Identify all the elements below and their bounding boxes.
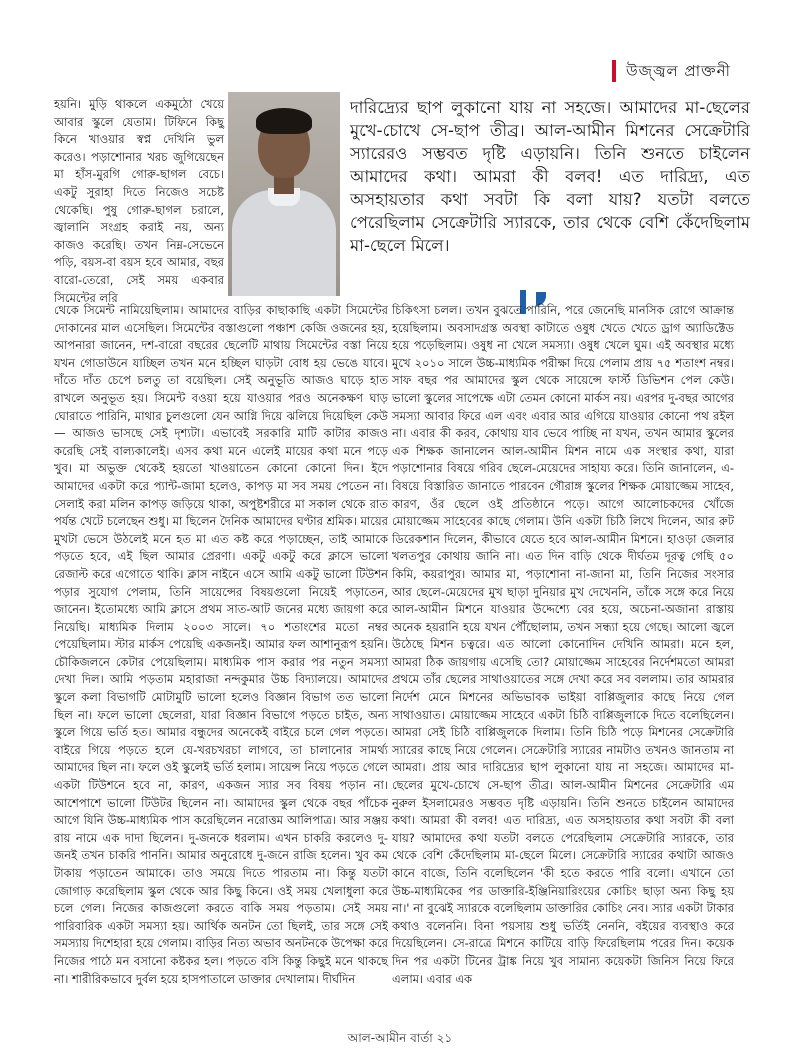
section-title: উজ্জ্বল প্রাক্তনী xyxy=(626,62,731,80)
paragraph: চিকিৎসা চলল। তখন বুঝতে পারিনি, পরে জেনেছি মানসিক রোগে আক্রান্ত হয়েছিলাম। অবসাদগ্রস্ত অবস্থা কাটাতে ওষুধ খেতে খেতে ড্রাগ অ্যাডিক্টেড হয়ে পড়েছিলাম। ওষুধ না খেলে সমস্যা। ওষুধ খেলে ঘুম। এই অবস্থার মধ্যে মুখে ২০১০ সালে উচ্চ-মাধ্যমিক পরীক্ষা দিয়ে পেলাম প্রায় ৭৫ শতাংশ নম্বর। সাফ বছর পর আমাদের স্কুল থেকে সায়েন্সে ফার্স্ট ডিভিশন পেল কেউ। ভালো স্কুলের সাপেক্ষে এটা তেমন কোনো মার্কস নয়। এরপর দু-বছর আগের সমস্যা আবার ফিরে এল এবং এবার আর এগিয়ে যাওয়ার কোনো পথ রইল না। এবার কী করব, কোথায় যাব ভেবে পাচ্ছি না যখন, তখন আমার স্কুলের এক শিক্ষক জানালেন আল-আমীন মিশন নামে এক সংস্থার কথা, যারা পড়াশোনার বিষয়ে গরিব ছেলে-মেয়েদের সাহায্য করে। তিনি জানালেন, এ-বিষয়ে বিস্তারিত জানাতে পারবেন গৌরাঙ্গ স্কুলের শিক্ষক মোয়াজ্জেম সাহেব, কারণ, ওঁর ছেলে ওই প্রতিষ্ঠানে পড়ে। আগে আলোচকদের খোঁজে মোয়াজ্জেম সাহেবের কাছে গেলাম। উনি একটা চিঠি লিখে দিলেন, আর রুট ডিরেকশান দিলেন, কীভাবে যেতে হবে আল-আমীন মিশনে। হাওড়া জেলার খলতপুর কোথায় জানি না। এত দিন বাড়ি থেকে দীর্ঘতম দূরত্ব গেছি ৫০ কিমি, কয়রাপুর। আমার মা, পড়াশোনা না-জানা মা, তিনি নিজের সংসার আর ছেলে-মেয়েদের মুখ ছাড়া দুনিয়ার মুখ দেখেননি, তাঁকে সঙ্গে করে নিয়ে আল-আমীন মিশনে যাওয়ার উদ্দেশ্যে বের হয়ে, অচেনা-অজানা রাস্তায় অনেক হয়রানি হয়ে যখন পৌঁছোলাম, তখন সন্ধ্যা হয়ে গেছে। আলো জ্বলে উঠেছে মিশন চত্বরে। এত আলো কোনোদিন দেখিনি আমরা। মনে হল, আমরা ঠিক জায়গায় এসেছি তো? মোয়াজ্জেম সাহেবের নির্দেশমতো আমরা প্রথমে তাঁর ছেলের সাথাওয়াতের সঙ্গে দেখা করে সব বললাম। তার আমরার নির্দেশ মেনে মিশনের অভিভাবক ভাইয়া বাপ্পিজুলার কাছে নিয়ে গেল সাথাওয়াত। মোয়াজ্জেম সাহেবে একটা চিঠি বাপ্পিজুলাকে দিতে বলেছিলেন। আমরা সেই চিঠি বাপ্পিজুলকে দিলাম। তিনি চিঠি পড়ে মিশনের সেক্রেটারি স্যারের কাছে নিয়ে গেলেন। সেক্রেটারি স্যারের নামটাও তখনও জানতাম না আমরা। প্রায় আর দারিদ্র্যের ছাপ লুকানো যায় না সহজে। আমাদের মা-ছেলের মুখে-চোখে সে-ছাপ তীব্র। আল-আমীন মিশনের সেক্রেটারি এম নুরুল ইসলামেরও সম্ভবত দৃষ্টি এড়ায়নি। তিনি শুনতে চাইলেন আমাদের কথা। আমরা কী বলব! এত দারিদ্র্য, এত অসহায়তার কথা সবটা কী বলা যায়? আমাদের কথা যতটা বলতে পেরেছিলাম সেক্রেটারি স্যারকে, তার থেকে বেশি কেঁদেছিলাম মা-ছেলে মিলে। সেক্রেটারি স্যারের কথাটা আজও কানে বাজে, তিনি বলেছিলেন 'কী হতে করতে পারি বলো। এখানে তো উচ্চ-মাধ্যমিকের পর ডাক্তারি-ইঞ্জিনিয়ারিংয়ের কোচিং ছাড়া অন্য কিছু হয় না।' না বুঝেই স্যারকে বলেছিলাম ডাক্তারির কোচিং নেব। স্যার একটা টাকার কথাও বলেননি। বিনা পয়সায় শুধু ভর্তিই নেননি, বইয়ের ব্যবস্থাও করে দিয়েছিলেন। সে-রাত্রে মিশনে কাটিয়ে বাড়ি ফিরেছিলাম পরের দিন। কয়েক দিন পর একটা টিনের ট্রাঙ্ক নিয়ে খুব সামান্য কয়েকটা জিনিস নিয়ে ফিরে এলাম। এবার এক xyxy=(392,303,734,986)
pull-quote: দারিদ্র্যের ছাপ লুকানো যায় না সহজে। আমাদের মা-ছেলের মুখে-চোখে সে-ছাপ তীব্র। আল-আমীন মিশনের সেক্রেটারি স্যারেরও সম্ভবত দৃষ্টি এড়ায়নি। তিনি শুনতে চাইলেন আমাদের কথা। আমরা কী বলব! এত দারিদ্র্য, এত অসহায়তার কথা সবটা কি বলা যায়? যতটা বলতে পেরেছিলাম সেক্রেটারি স্যারকে, তার থেকে বেশি কেঁদেছিলাম মা-ছেলে মিলে। xyxy=(350,98,750,255)
paragraph: হয়নি। মুড়ি থাকলে একমুঠো খেয়ে আবার স্কুলে যেতাম। টিফিনে কিছু কিনে খাওয়ার স্বপ্ন দেখিনি ভুল করেও। পড়াশোনার খরচ জুগিয়েছেন মা হাঁস-মুরগি গোরু-ছাগল বেচে। একটু সুরাহা দিতে নিজেও সচেষ্ট থেকেছি। পুষু গোরু-ছাগল চরালে, জ্বালানি সংগ্রহ করাই নয়, অন্য কাজও করেছি। তখন নিম্ন-সেভেনে পড়ি, বয়স-বা বয়স হবে আমার, বছর বারো-তেরো, সেই সময় একবার সিমেন্টের লরি xyxy=(54,97,224,305)
column-right xyxy=(392,302,734,988)
header-accent-bar xyxy=(612,60,616,82)
paragraph: থেকে সিমেন্ট নামিয়েছিলাম। আমাদের বাড়ির কাছাকাছি একটা সিমেন্টের দোকানের মাল এসেছিল। সিমেন্টের বস্তাগুলো পঞ্চাশ কেজি ওজনের হয়, আপনারা জানেন, দশ-বারো বছরের ছেলেটি মাথায় সিমেন্টের বস্তা নিয়ে যখন গোডাউনে যাচ্ছিল তখন মনে হচ্ছিল ঘাড়টা বোধ হয় ভেঙে যাবে। দাঁতে দাঁত চেপে চলতু তা বয়েছিল। সেই অনুভূতি আজও ঘাড়ে হাত রাখলে অনুভূত হয়। সিমেন্ট বওয়া হয়ে যাওয়ার পরও অনেকক্ষণ ঘাড় ঘোরাতে পারিনি, মাথার চুলগুলো যেন আগ্নি দিয়ে ঝলিয়ে দিয়েছিল কেউ— আজও ভাসছে সেই দৃশ্যটা। এভাবেই সরকারি মাটি কাটার কাজও করেছি সেই বাল্যকালেই। এসব কথা মনে এলেই মায়ের কথা মনে পড়ে খুব। মা অভুক্ত থেকেই হয়তো খাওয়াতেন কোনো কোনো দিন। ইদে আমাদের একটা করে প্যান্ট-জামা হলেও, কাপড় মা সব সময় পেতেন না। সেলাই করা মলিন কাপড় জড়িয়ে থাকা, অপুষ্টশরীরে মা সকাল থেকে রাত পর্যন্ত খেটে চলেছেন শুধু। মা ছিলেন দৈনিক আমাদের ঘণ্টার শ্রমিক। মায়ের মুখটা ভেসে উঠলেই মনে হত মা এত কষ্ট করে পড়াচ্ছেন, তাই আমাকে পড়তে হবে, এই ছিল আমার প্রেরণা। একটু একটু করে ক্লাসে ভালো রেজাল্ট করে এগোতে থাকি। ক্লাস নাইনে এসে আমি একটু ভালো টিউশন পড়ার সুযোগ পেলাম, তিনি সায়েন্সের বিষয়গুলো নিয়েই পড়াতেন, জানেন। ইতোমধ্যে আমি ক্লাসে প্রথম সাত-আট জনের মধ্যে জায়গা করে নিয়েছি। মাধ্যমিক দিলাম ২০০৩ সালে। ৭০ শতাংশের মতো নম্বর পেয়েছিলাম। স্টার মার্কস পেয়েছি একজনই। আমার ফল আশানুরূপ হয়নি। চৌকিজলনে কেটার পেয়েছিলাম। মাধ্যমিক পাস করার পর নতুন সমস্যা দেখা দিল। আমি পড়তাম মহারাজা নন্দকুমার উচ্চ বিদ্যালয়ে। আমাদের স্কুলে কলা বিভাগটি মোটামুটি ভালো হলেও বিজ্ঞান বিভাগ তত ভালো ছিল না। ফলে ভালো ছেলেরা, যারা বিজ্ঞান বিভাগে পড়তে চাইত, অন্য স্কুলে গিয়ে ভর্তি হত। আমার বন্ধুদের অনেকেই বাইরে চলে গেল পড়তে। বাইরে গিয়ে পড়তে হলে যে-খরচখরচা লাগবে, তা চালানোর সামর্থ্য আমাদের ছিল না। ফলে ওই স্কুলেই ভর্তি হলাম। সায়েন্স নিয়ে পড়তে গেলে একটা টিউশনে হবে না, কারণ, একজন স্যার সব বিষয় পড়ান না। আশেপাশে ভালো টিউটর ছিলেন না। আমাদের স্কুল থেকে বছর পাঁচেক আগে যিনি উচ্চ-মাধ্যমিক পাস করেছিলেন নরোত্তম আলিপাত্র। আর সঞ্জয় রায় নামে এক দাদা ছিলেন। দু-জনকে ধরলাম। এখন চাকরি করলেও দু-জনই তখন চাকরি পাননি। আমার অনুরোধে দু-জনে রাজি হলেন। খুব কম টাকায় পড়াতেন আমাকে। তাও সময়ে দিতে পারতাম না। কিন্তু যতটা জোগাড় করেছিলাম স্কুল থেকে আর কিছু কিনে। ওই সময় খেলাধুলা করে চলে গেল। নিজের কাজগুলো করতে বাকি সময় পড়তাম। সেই সময় পারিবারিক একটা সমস্যা হয়। আর্থিক অনটন তো ছিলই, তার সঙ্গে সেই সমস্যায় দিশেহারা হয়ে গেলাম। বাড়ির নিত্য অভাব অনটনকে উপেক্ষা করে নিজের পাঠে মন বসানো কষ্টকর হল। পড়তে বসি কিন্তু কিছুই মনে থাকছে না। শারীরিকভাবে দুর্বল হয়ে হাসপাতালে ডাক্তার দেখালাম। দীর্ঘদিন xyxy=(54,303,388,986)
column-left-top xyxy=(54,96,224,307)
portrait-photo xyxy=(228,92,340,296)
page-footer: আল-আমীন বার্তা ২১ xyxy=(347,1031,453,1045)
column-left xyxy=(54,302,388,988)
